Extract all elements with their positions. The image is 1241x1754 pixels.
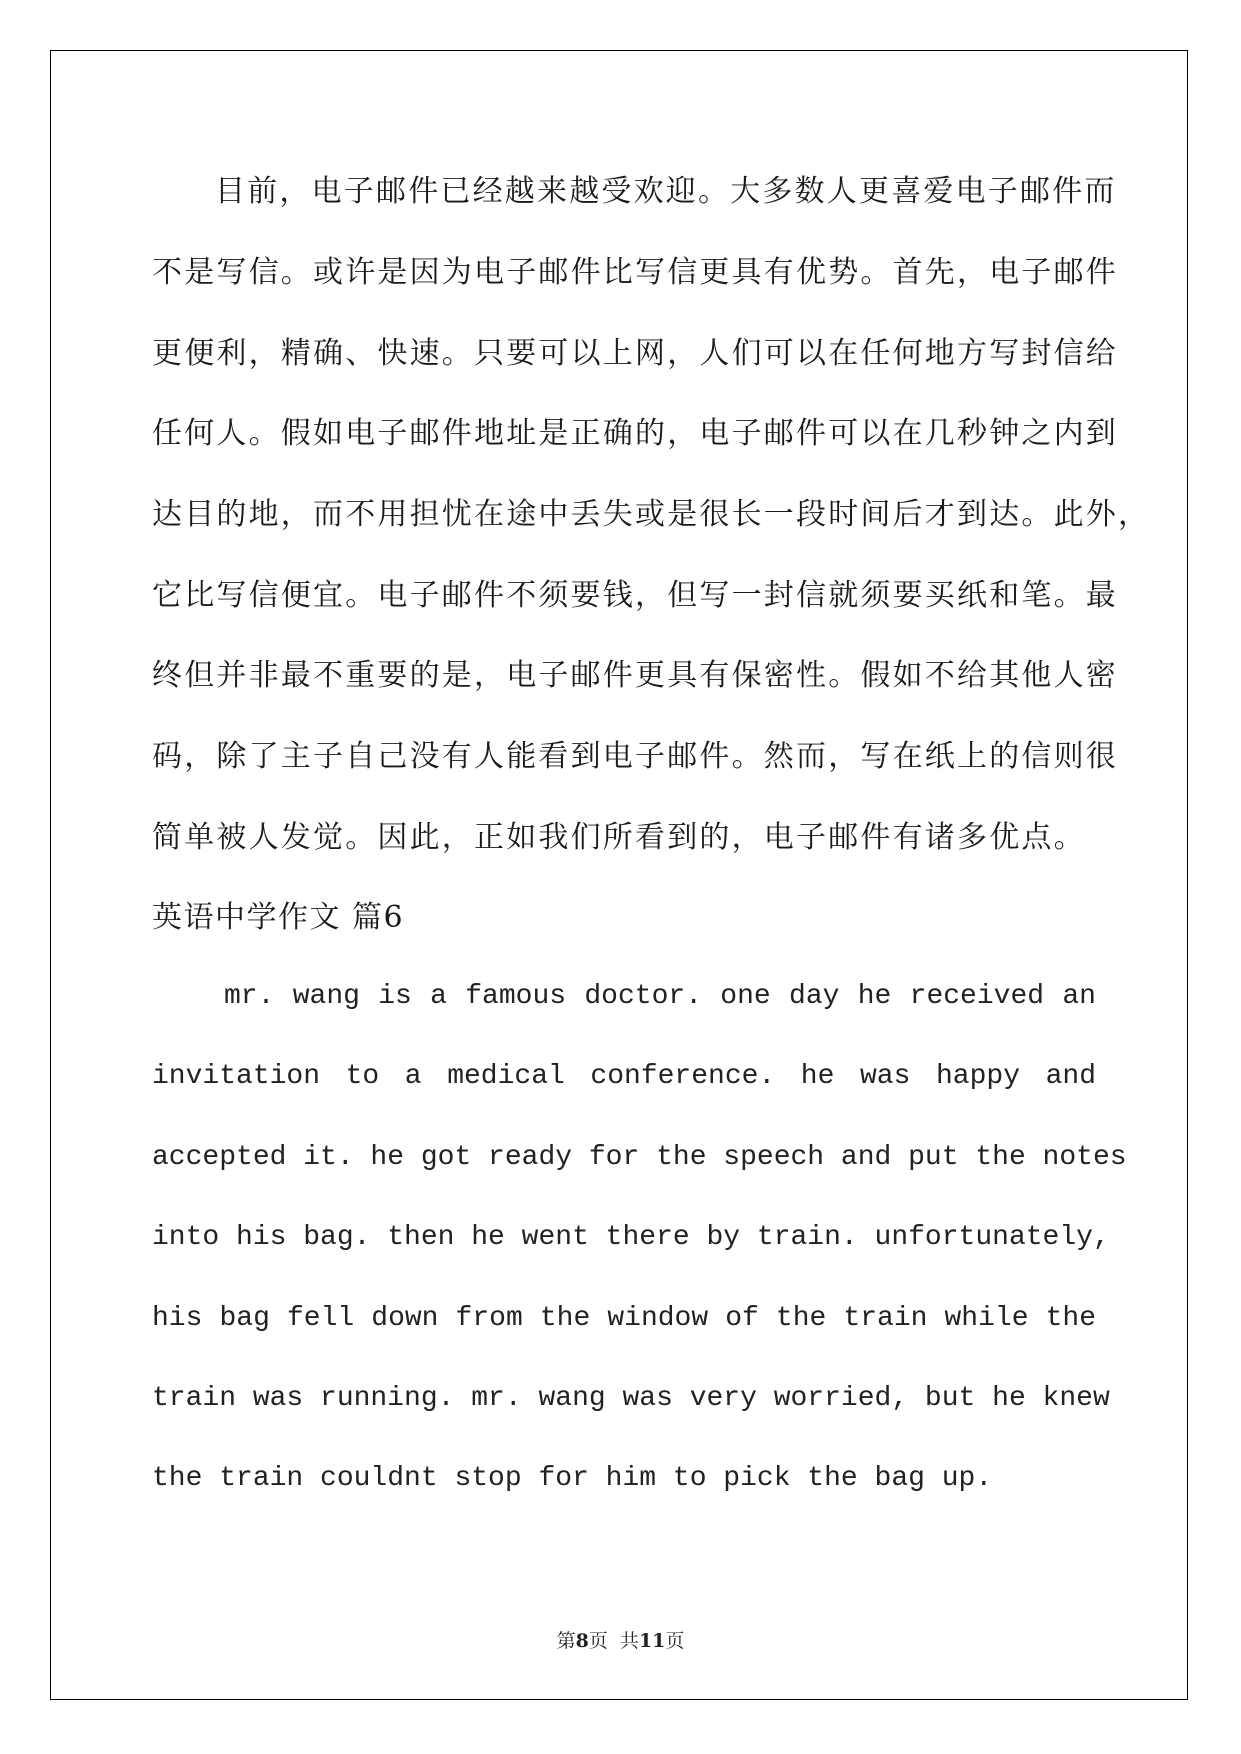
footer-suffix: 页 — [665, 1630, 685, 1652]
paragraph-line: 它比写信便宜。电子邮件不须要钱，但写一封信就须要买纸和笔。最 — [152, 578, 1118, 613]
footer-mid: 页 共 — [588, 1630, 639, 1652]
paragraph-line: train was running. mr. wang was very worried, but he knew — [152, 1383, 1110, 1414]
paragraph-line: into his bag. then he went there by train. unfortunately, — [152, 1222, 1110, 1253]
paragraph-line: accepted it. he got ready for the speech and put the notes — [152, 1142, 1127, 1173]
page-footer — [0, 1626, 1241, 1653]
paragraph-line: the train couldnt stop for him to pick the bag up. — [152, 1463, 993, 1494]
paragraph-line: 任何人。假如电子邮件地址是正确的，电子邮件可以在几秒钟之内到 — [152, 416, 1118, 451]
paragraph-line: 简单被人发觉。因此，正如我们所看到的，电子邮件有诸多优点。 — [152, 820, 1086, 855]
paragraph-line: 更便利，精确、快速。只要可以上网，人们可以在任何地方写封信给 — [152, 336, 1118, 371]
paragraph-line: mr. wang is a famous doctor. one day he received an — [224, 981, 1096, 1012]
paragraph-line: 目前，电子邮件已经越来越受欢迎。大多数人更喜爱电子邮件而 — [215, 174, 1117, 209]
page-border — [50, 50, 1188, 1700]
paragraph-line: 码，除了主子自己没有人能看到电子邮件。然而，写在纸上的信则很 — [152, 739, 1118, 774]
total-pages-number: 11 — [638, 1630, 666, 1652]
paragraph-line: 不是写信。或许是因为电子邮件比写信更具有优势。首先，电子邮件 — [152, 255, 1118, 290]
paragraph-line: his bag fell down from the window of the train while the — [152, 1303, 1096, 1334]
paragraph-line: invitation to a medical conference. he was happy and — [152, 1061, 1096, 1092]
paragraph-line: 终但并非最不重要的是，电子邮件更具有保密性。假如不给其他人密 — [152, 658, 1118, 693]
paragraph-line: 达目的地，而不用担忧在途中丢失或是很长一段时间后才到达。此外， — [152, 497, 1151, 532]
footer-prefix: 第 — [556, 1630, 576, 1652]
section-heading: 英语中学作文 篇6 — [152, 900, 405, 935]
current-page-number: 8 — [575, 1630, 589, 1652]
